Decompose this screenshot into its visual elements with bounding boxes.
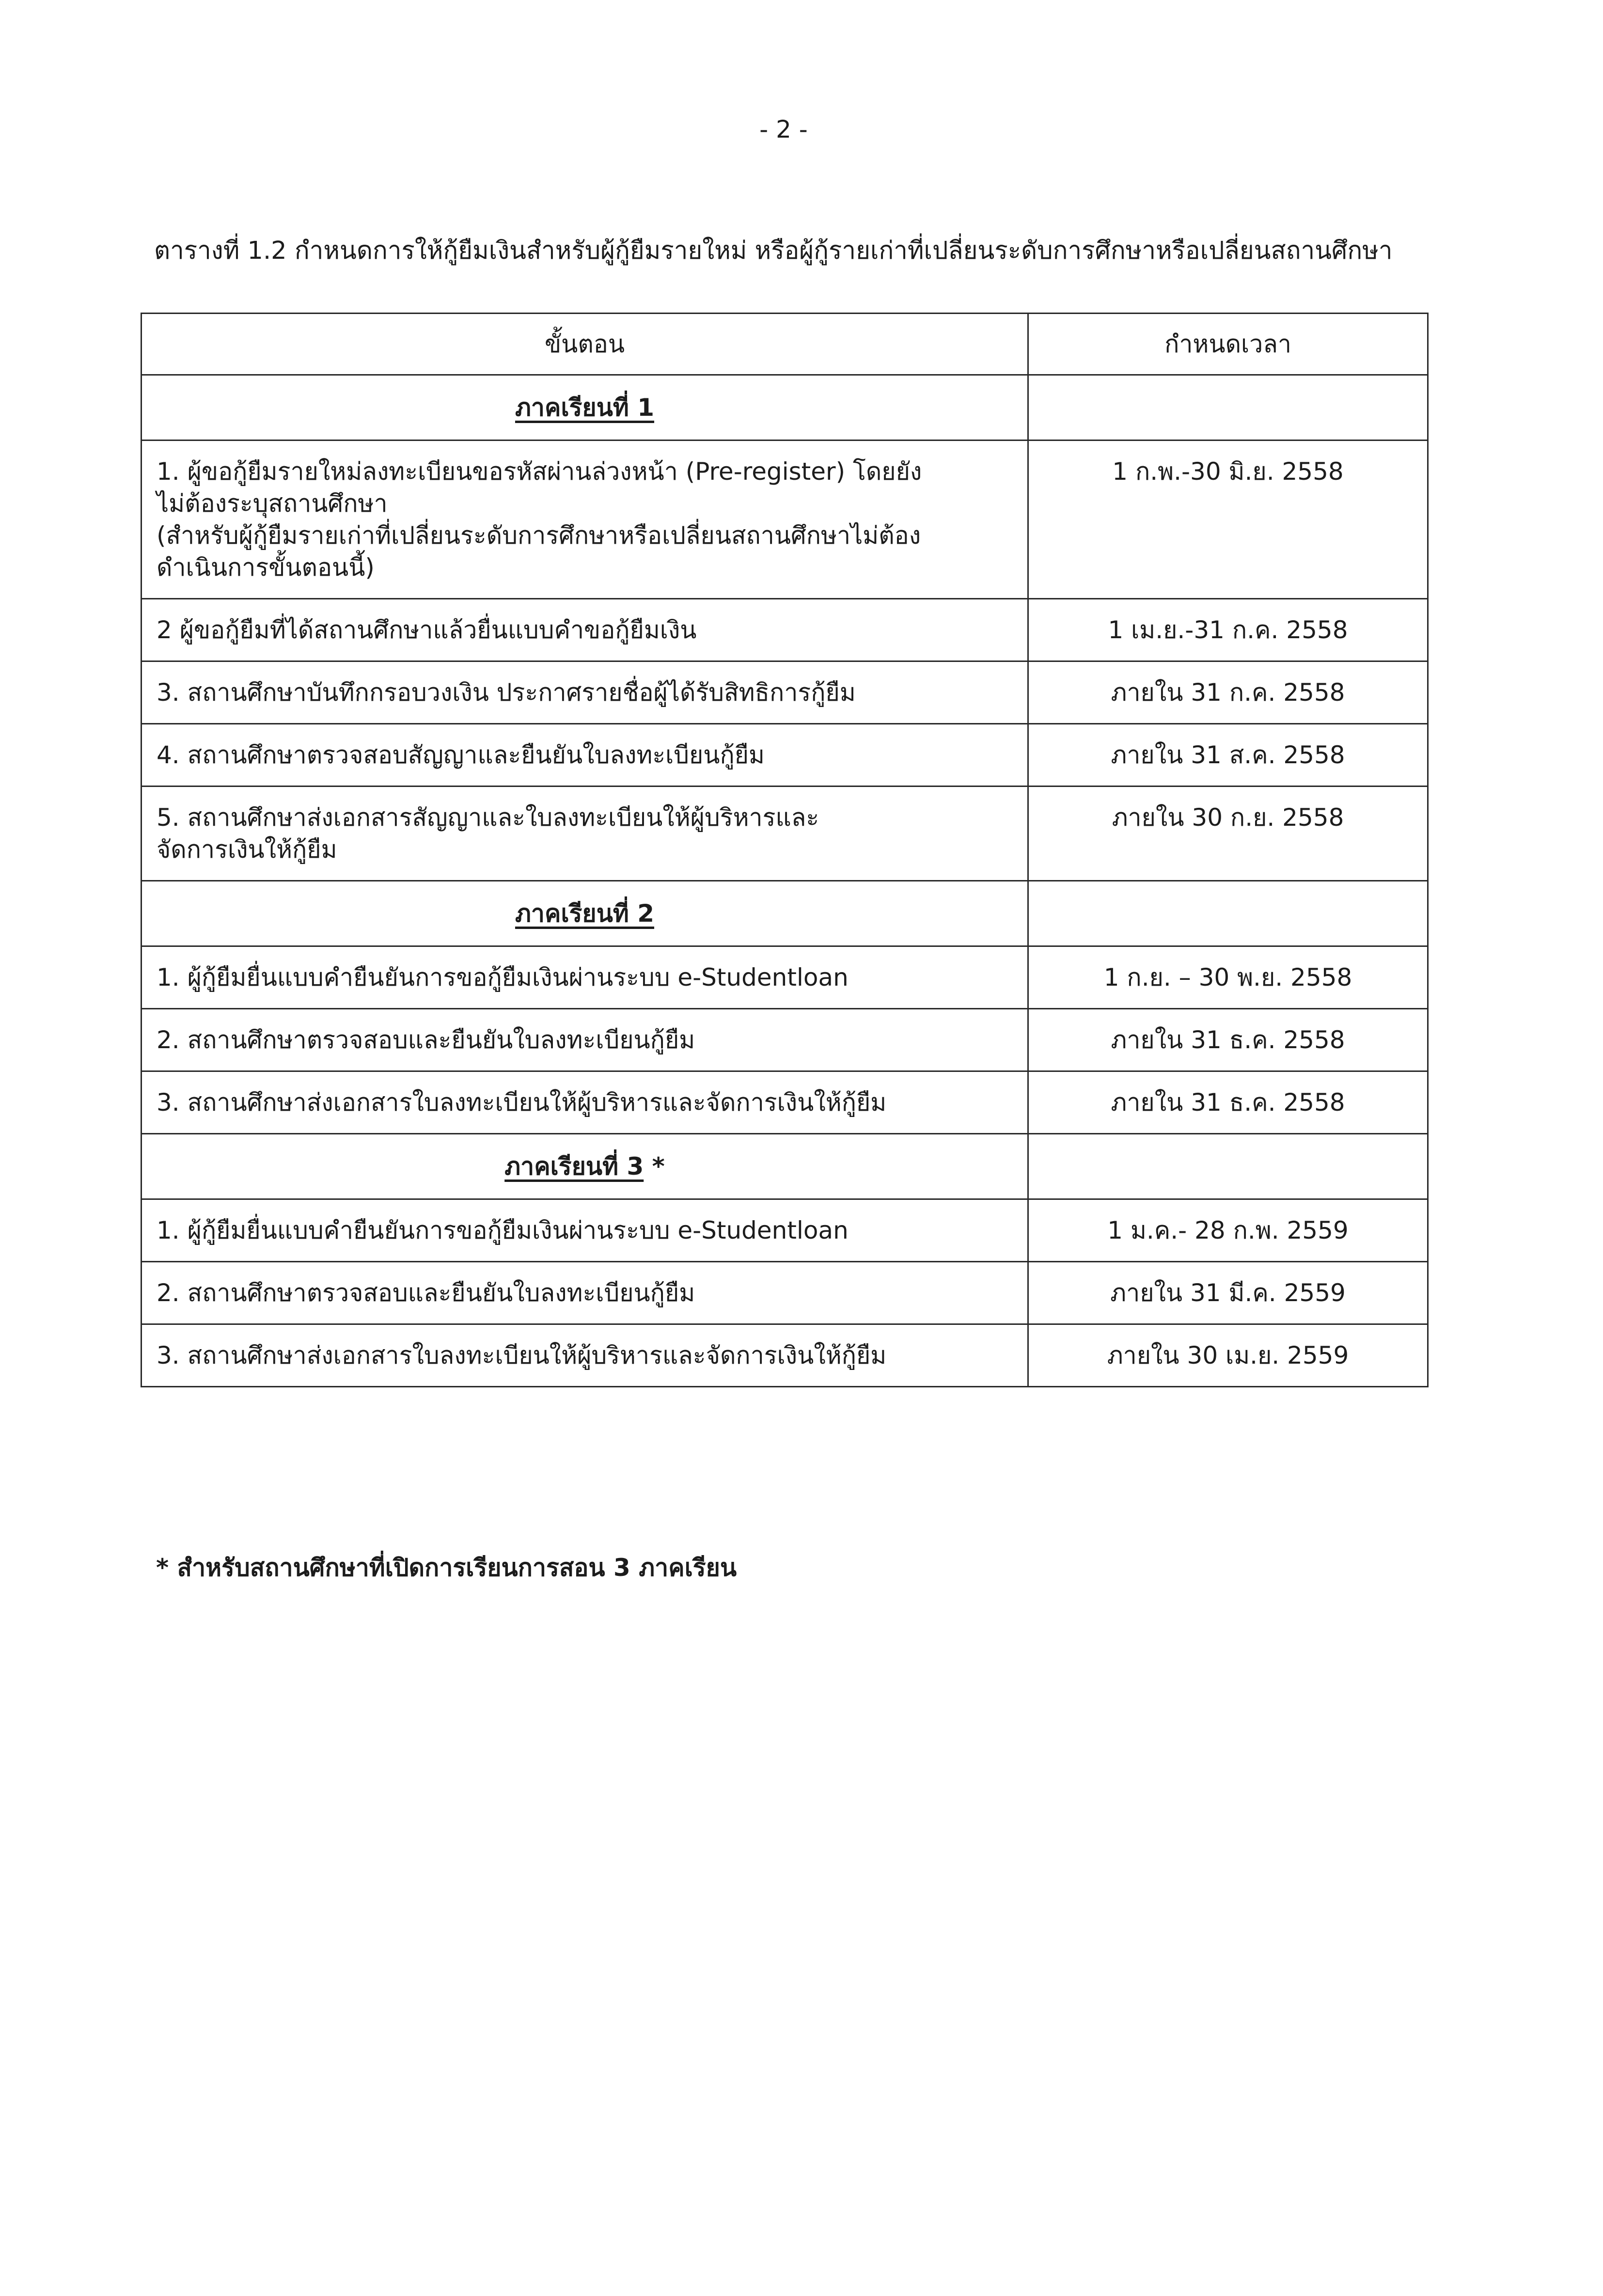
term-heading-text: ภาคเรียนที่ 1 — [515, 393, 655, 422]
deadline-cell: ภายใน 31 มี.ค. 2559 — [1028, 1262, 1428, 1324]
deadline-cell: ภายใน 31 ธ.ค. 2558 — [1028, 1009, 1428, 1071]
step-text: 1. ผู้กู้ยืมยื่นแบบคำยืนยันการขอกู้ยืมเงินผ่านระบบ e-Studentloan — [157, 963, 849, 991]
step-text: ดำเนินการขั้นตอนนี้) — [157, 553, 375, 582]
table-row — [141, 724, 1428, 786]
column-header-time: กำหนดเวลา — [1028, 314, 1428, 375]
step-cell — [141, 1262, 1028, 1324]
term-cell — [141, 881, 1028, 946]
table-row — [141, 440, 1428, 599]
term-heading — [152, 392, 1018, 424]
step-text: 3. สถานศึกษาส่งเอกสารใบลงทะเบียนให้ผู้บริหารและจัดการเงินให้กู้ยืม — [157, 1088, 887, 1117]
step-cell — [141, 440, 1028, 599]
table-row — [141, 1071, 1428, 1134]
step-cell — [141, 946, 1028, 1009]
deadline-cell: ภายใน 31 ธ.ค. 2558 — [1028, 1071, 1428, 1134]
schedule-table — [141, 313, 1429, 1387]
step-cell — [141, 599, 1028, 661]
step-text: (สำหรับผู้กู้ยืมรายเก่าที่เปลี่ยนระดับการศึกษาหรือเปลี่ยนสถานศึกษาไม่ต้อง — [157, 521, 921, 550]
deadline-cell: ภายใน 31 ส.ค. 2558 — [1028, 724, 1428, 786]
step-text: 3. สถานศึกษาบันทึกกรอบวงเงิน ประกาศรายชื่อผู้ได้รับสิทธิการกู้ยืม — [157, 678, 856, 707]
step-text: 2. สถานศึกษาตรวจสอบและยืนยันใบลงทะเบียนกู้ยืม — [157, 1279, 695, 1307]
term-heading-text: ภาคเรียนที่ 3 — [504, 1152, 644, 1180]
step-text: 1. ผู้กู้ยืมยื่นแบบคำยืนยันการขอกู้ยืมเงินผ่านระบบ e-Studentloan — [157, 1216, 849, 1244]
table-body — [141, 375, 1428, 1387]
deadline-cell: 1 เม.ย.-31 ก.ค. 2558 — [1028, 599, 1428, 661]
deadline-cell: 1 ม.ค.- 28 ก.พ. 2559 — [1028, 1199, 1428, 1262]
header-row — [141, 314, 1428, 375]
deadline-cell: 1 ก.พ.-30 มิ.ย. 2558 — [1028, 440, 1428, 599]
deadline-cell: 1 ก.ย. – 30 พ.ย. 2558 — [1028, 946, 1428, 1009]
term-row — [141, 881, 1428, 946]
table-row — [141, 1324, 1428, 1387]
page-number: - 2 - — [759, 115, 808, 143]
step-text: 2 ผู้ขอกู้ยืมที่ได้สถานศึกษาแล้วยื่นแบบคำขอกู้ยืมเงิน — [157, 616, 697, 644]
step-cell — [141, 1009, 1028, 1071]
term-cell — [141, 1134, 1028, 1199]
step-cell — [141, 724, 1028, 786]
step-cell — [141, 1324, 1028, 1387]
term-heading — [152, 1150, 1018, 1182]
term-time-cell — [1028, 881, 1428, 946]
deadline-cell: ภายใน 30 ก.ย. 2558 — [1028, 786, 1428, 881]
table-caption: ตารางที่ 1.2 กำหนดการให้กู้ยืมเงินสำหรับผู้กู้ยืมรายใหม่ หรือผู้กู้รายเก่าที่เปลี่ยนระดับการศึกษาหรือเปลี่ยนสถานศึกษา — [154, 236, 1393, 265]
term-time-cell — [1028, 375, 1428, 440]
term-heading-text: ภาคเรียนที่ 2 — [515, 899, 655, 928]
step-cell — [141, 661, 1028, 724]
term-row — [141, 1134, 1428, 1199]
step-text: 1. ผู้ขอกู้ยืมรายใหม่ลงทะเบียนขอรหัสผ่านล่วงหน้า (Pre-register) โดยยัง — [157, 457, 922, 486]
term-row — [141, 375, 1428, 440]
term-time-cell — [1028, 1134, 1428, 1199]
step-cell — [141, 1199, 1028, 1262]
table-row — [141, 946, 1428, 1009]
step-text: 4. สถานศึกษาตรวจสอบสัญญาและยืนยันใบลงทะเบียนกู้ยืม — [157, 741, 765, 769]
table-header — [141, 314, 1428, 375]
step-text: 5. สถานศึกษาส่งเอกสารสัญญาและใบลงทะเบียนให้ผู้บริหารและ — [157, 803, 819, 832]
step-text: 2. สถานศึกษาตรวจสอบและยืนยันใบลงทะเบียนกู้ยืม — [157, 1026, 695, 1054]
term-heading-asterisk: * — [644, 1152, 665, 1180]
deadline-cell: ภายใน 31 ก.ค. 2558 — [1028, 661, 1428, 724]
step-text: ไม่ต้องระบุสถานศึกษา — [157, 489, 388, 518]
column-header-step: ขั้นตอน — [141, 314, 1028, 375]
term-heading — [152, 897, 1018, 929]
step-text: จัดการเงินให้กู้ยืม — [157, 835, 337, 864]
table-row — [141, 1199, 1428, 1262]
term-cell — [141, 375, 1028, 440]
table-row — [141, 599, 1428, 661]
footnote: * สำหรับสถานศึกษาที่เปิดการเรียนการสอน 3 ภาคเรียน — [156, 1554, 737, 1582]
step-text: 3. สถานศึกษาส่งเอกสารใบลงทะเบียนให้ผู้บริหารและจัดการเงินให้กู้ยืม — [157, 1341, 887, 1369]
table-row — [141, 1262, 1428, 1324]
deadline-cell: ภายใน 30 เม.ย. 2559 — [1028, 1324, 1428, 1387]
table-row — [141, 1009, 1428, 1071]
step-cell — [141, 1071, 1028, 1134]
step-cell — [141, 786, 1028, 881]
table-row — [141, 786, 1428, 881]
table-row — [141, 661, 1428, 724]
